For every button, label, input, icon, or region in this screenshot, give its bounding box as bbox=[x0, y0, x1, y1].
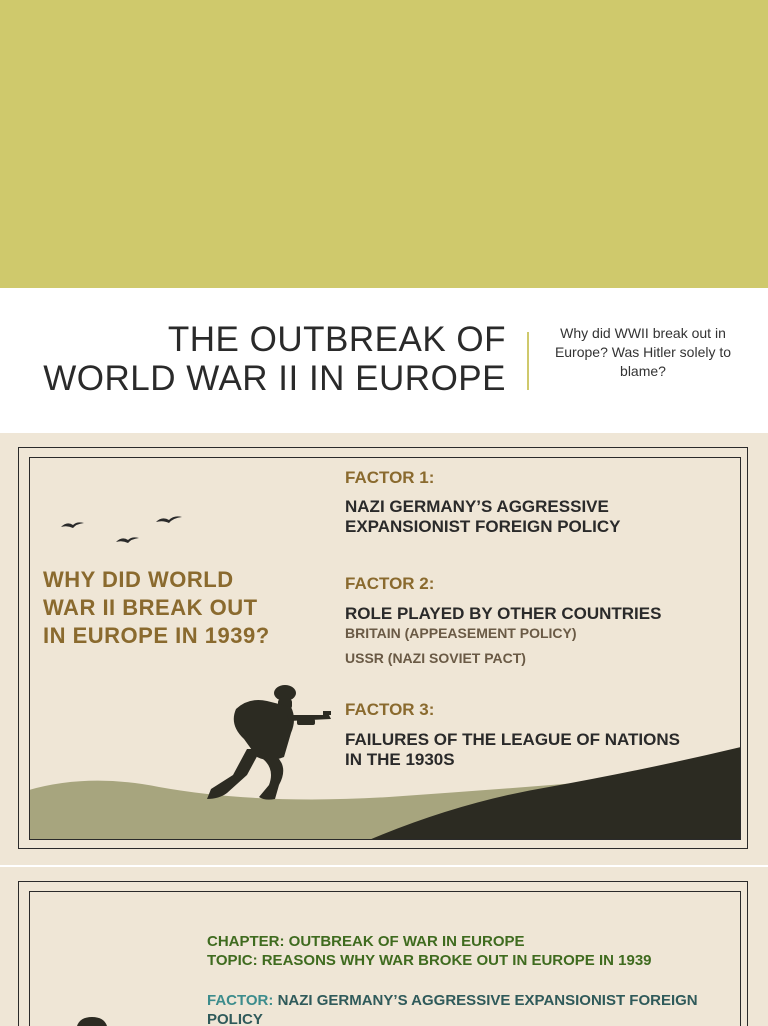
question-line: IN EUROPE IN 1939? bbox=[43, 623, 270, 648]
factor-1-title-line: EXPANSIONIST FOREIGN POLICY bbox=[345, 517, 621, 536]
title-divider bbox=[527, 332, 529, 390]
factor-2-detail-britain: BRITAIN (APPEASEMENT POLICY) bbox=[345, 625, 577, 641]
topic-heading: TOPIC: REASONS WHY WAR BROKE OUT IN EUROPE IN 1939 bbox=[207, 952, 652, 969]
factor-2-title-line: ROLE PLAYED BY OTHER COUNTRIES bbox=[345, 604, 662, 623]
factor-3-title-line: IN THE 1930S bbox=[345, 750, 455, 769]
factor-1-title bbox=[345, 497, 621, 537]
main-question bbox=[43, 566, 270, 650]
question-line: WAR II BREAK OUT bbox=[43, 595, 258, 620]
chapter-heading: CHAPTER: OUTBREAK OF WAR IN EUROPE bbox=[207, 933, 525, 950]
factor-2-label: FACTOR 2: bbox=[345, 574, 435, 593]
factor-3-title bbox=[345, 730, 680, 770]
factor-2-detail-ussr: USSR (NAZI SOVIET PACT) bbox=[345, 650, 526, 666]
factor-2-title bbox=[345, 604, 661, 624]
page-subtitle: Why did WWII break out in Europe? Was Hitler solely to blame? bbox=[554, 325, 732, 379]
factor-3-label: FACTOR 3: bbox=[345, 700, 435, 719]
factor-heading bbox=[207, 991, 707, 1026]
factor-3-title-line: FAILURES OF THE LEAGUE OF NATIONS bbox=[345, 730, 680, 749]
page-title-line-1: THE OUTBREAK OF bbox=[167, 320, 506, 359]
factor-heading-label: FACTOR: bbox=[207, 992, 274, 1009]
factor-1-title-line: NAZI GERMANY’S AGGRESSIVE bbox=[345, 497, 609, 516]
page-title-line-2: WORLD WAR II IN EUROPE bbox=[43, 359, 506, 398]
slide-2 bbox=[0, 865, 768, 1026]
soldier-helmet-icon bbox=[72, 1013, 112, 1026]
page-title bbox=[43, 320, 506, 398]
slide-1 bbox=[0, 433, 768, 865]
top-color-band bbox=[0, 0, 768, 288]
factor-heading-text: NAZI GERMANY’S AGGRESSIVE EXPANSIONIST FOREIGN POLICY bbox=[207, 992, 698, 1026]
title-section bbox=[0, 288, 768, 433]
factor-1-label: FACTOR 1: bbox=[345, 468, 435, 487]
question-line: WHY DID WORLD bbox=[43, 567, 234, 592]
